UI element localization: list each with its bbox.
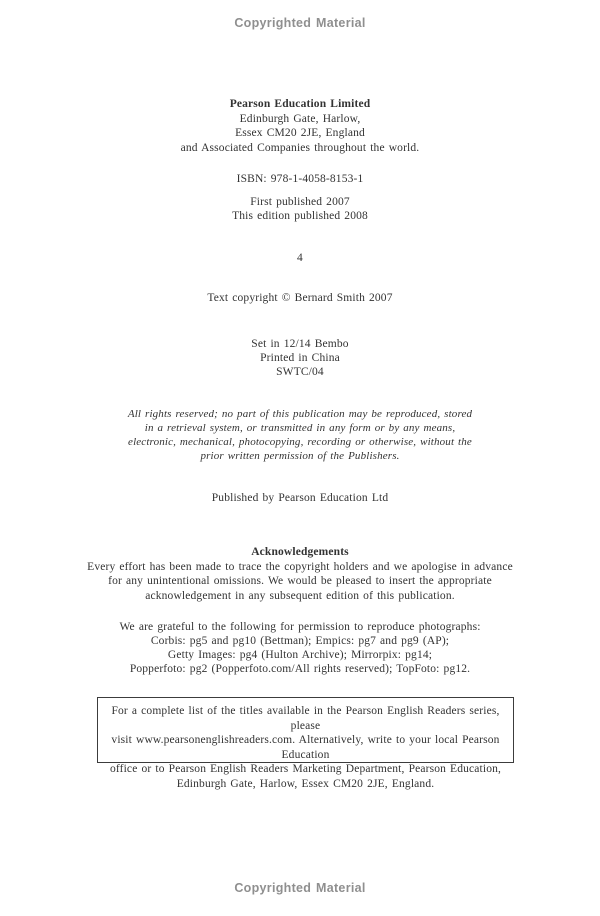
publisher-address-line: Essex CM20 2JE, England [235, 127, 365, 139]
publication-block [0, 195, 600, 223]
acknowledgements-heading: Acknowledgements [251, 546, 349, 558]
acknowledgements-block [0, 545, 600, 603]
acknowledgements-line: Every effort has been made to trace the copyright holders and we apologise in advance [87, 560, 513, 573]
printing-block [0, 337, 600, 379]
edition-published-line: This edition published 2008 [232, 210, 368, 222]
publisher-address-line: and Associated Companies throughout the world. [180, 141, 420, 154]
rights-notice-line: prior written permission of the Publishers. [200, 450, 400, 462]
photo-credits-line: Corbis: pg5 and pg10 (Bettman); Empics: pg7 and pg9 (AP); [150, 635, 450, 647]
publisher-name: Pearson Education Limited [229, 98, 371, 110]
acknowledgements-line: acknowledgement in any subsequent edition of this publication. [145, 589, 455, 602]
publisher-block [0, 97, 600, 155]
text-copyright-line: Text copyright © Bernard Smith 2007 [207, 292, 393, 304]
isbn-line: ISBN: 978-1-4058-8153-1 [236, 173, 364, 185]
typeset-line: Set in 12/14 Bembo [251, 338, 349, 350]
rights-notice-line: All rights reserved; no part of this publication may be reproduced, stored [127, 408, 473, 420]
photo-credits-line: We are grateful to the following for permission to reproduce photographs: [119, 621, 481, 633]
rights-notice-block [0, 407, 600, 463]
acknowledgements-line: for any unintentional omissions. We would be pleased to insert the appropriate [108, 575, 492, 587]
rights-notice-line: electronic, mechanical, photocopying, recording or otherwise, without the [128, 436, 472, 448]
series-info-line: Edinburgh Gate, Harlow, Essex CM20 2JE, England. [176, 777, 435, 790]
series-info-line: visit www.pearsonenglishreaders.com. Alternatively, write to your local Pearson Education [111, 734, 500, 761]
printer-code-line: SWTC/04 [276, 366, 324, 378]
copyrighted-material-watermark-bottom: Copyrighted Material [234, 881, 366, 895]
photo-credits-line: Getty Images: pg4 (Hulton Archive); Mirrorpix: pg14; [167, 649, 433, 661]
first-published-line: First published 2007 [250, 196, 350, 208]
rights-notice-line: in a retrieval system, or transmitted in any form or by any means, [144, 422, 456, 434]
copyrighted-material-watermark-top: Copyrighted Material [234, 16, 366, 30]
photo-credits-block [0, 620, 600, 676]
series-info-line: office or to Pearson English Readers Marketing Department, Pearson Education, [109, 763, 502, 775]
series-info-line: For a complete list of the titles available in the Pearson English Readers series, please [111, 705, 500, 732]
published-by-line: Published by Pearson Education Ltd [211, 492, 389, 504]
photo-credits-line: Popperfoto: pg2 (Popperfoto.com/All rights reserved); TopFoto: pg12. [129, 663, 471, 675]
printed-in-line: Printed in China [260, 352, 340, 364]
page-number: 4 [297, 252, 303, 264]
series-info-box [97, 697, 514, 790]
publisher-address-line: Edinburgh Gate, Harlow, [239, 112, 361, 125]
